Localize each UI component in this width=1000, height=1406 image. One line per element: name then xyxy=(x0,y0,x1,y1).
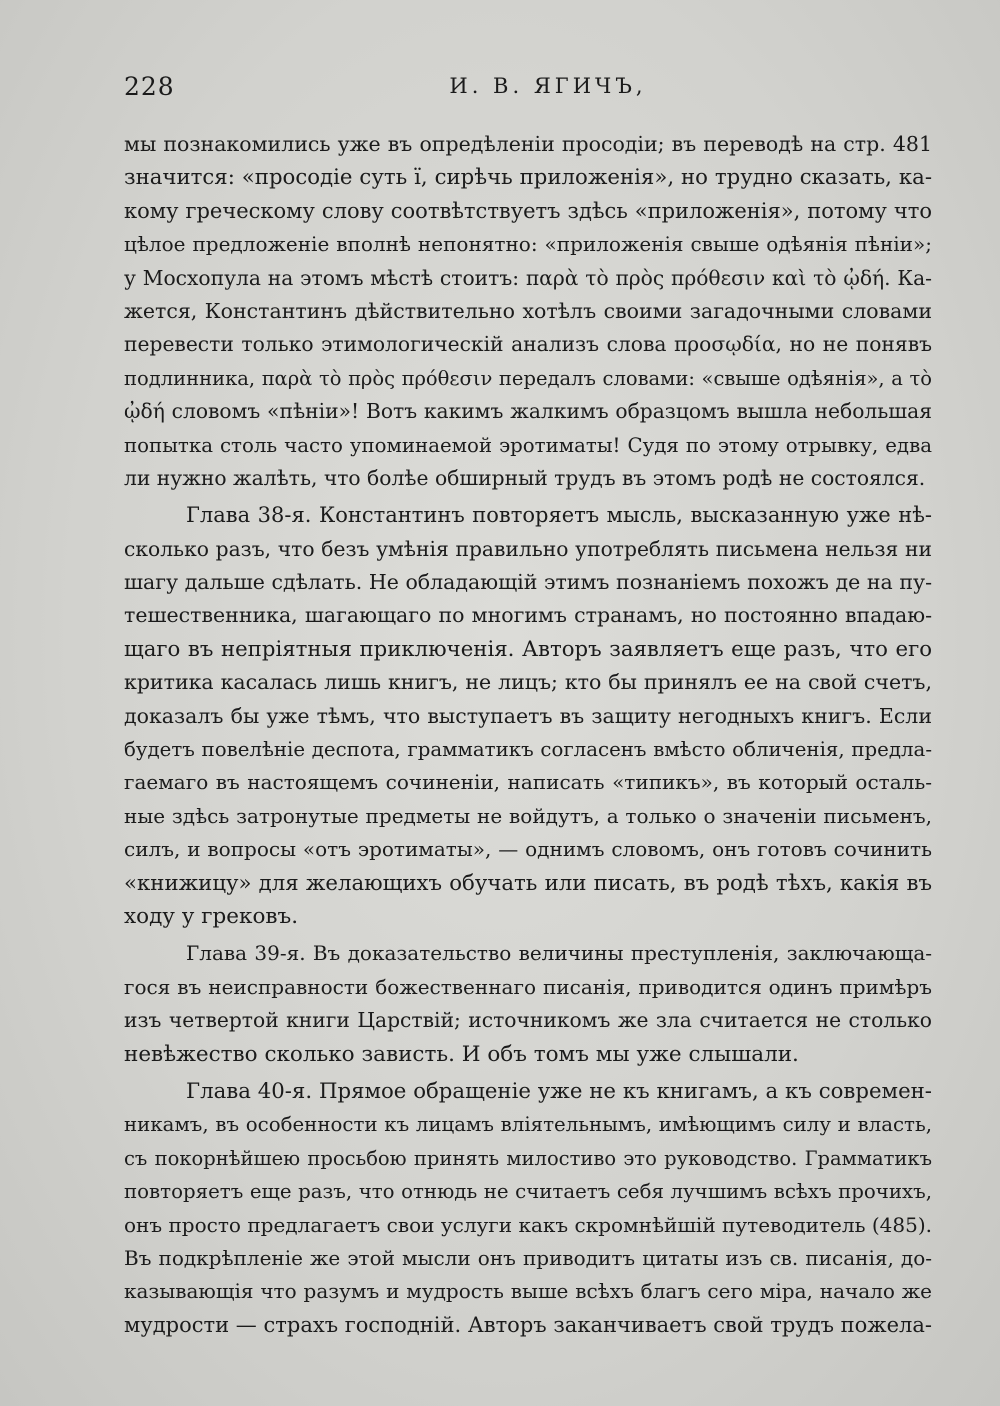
text-line: онъ просто предлагаетъ свои услуги какъ скромнѣйшій путеводитель (485). xyxy=(124,1212,932,1237)
text-line: мудрости — страхъ господній. Авторъ заканчиваетъ свой трудъ пожела- xyxy=(124,1312,932,1337)
text-line: невѣжество сколько зависть. И объ томъ мы уже слышали. xyxy=(124,1041,799,1067)
text-line: сколько разъ, что безъ умѣнія правильно употреблять письмена нельзя ни xyxy=(124,536,932,561)
text-line: тешественника, шагающаго по многимъ странамъ, но постоянно впадаю- xyxy=(124,603,932,628)
body-text xyxy=(124,128,932,1342)
text-line: «книжицу» для желающихъ обучать или писать, въ родѣ тѣхъ, какія въ xyxy=(124,870,932,896)
text-line: значится: «просодіе суть ї, сирѣчь приложенія», но трудно сказать, ка- xyxy=(124,165,932,191)
text-line: ли нужно жалѣть, что болѣе обширный трудъ въ этомъ родѣ не состоялся. xyxy=(124,465,926,490)
paragraph xyxy=(124,128,932,495)
text-line: Глава 39-я. Въ доказательство величины преступленія, заключающа- xyxy=(186,941,932,966)
text-line: Глава 40-я. Прямое обращеніе уже не къ книгамъ, а къ современ- xyxy=(186,1078,932,1104)
text-line: силъ, и вопросы «отъ эротиматы», — однимъ словомъ, онъ готовъ сочинить xyxy=(124,837,932,862)
text-line: Въ подкрѣпленіе же этой мысли онъ приводитъ цитаты изъ св. писанія, до- xyxy=(124,1245,932,1270)
paragraph-chapter-38 xyxy=(124,499,932,933)
text-line: ходу у грековъ. xyxy=(124,903,299,929)
text-line: жется, Константинъ дѣйствительно хотѣлъ своими загадочными словами xyxy=(124,298,932,323)
text-line: мы познакомились уже въ опредѣленіи просодіи; въ переводѣ на стр. 481 xyxy=(124,132,932,156)
paragraph-chapter-40 xyxy=(124,1075,932,1342)
text-line: ᾠδή словомъ «пѣніи»! Вотъ какимъ жалкимъ образцомъ вышла небольшая xyxy=(124,399,932,424)
text-line: у Мосхопула на этомъ мѣстѣ стоитъ: παρὰ τὸ πρὸς πρόθεσιν καὶ τὸ ᾠδή. Ка- xyxy=(124,265,932,290)
text-line: подлинника, παρὰ τὸ πρὸς πρόθεσιν передалъ словами: «свыше одѣянія», а τὸ xyxy=(124,366,932,390)
text-line: ные здѣсь затронутые предметы не войдутъ, а только о значеніи письменъ, xyxy=(124,803,932,828)
text-line: перевести только этимологическій анализъ слова προσῳδία, но не понявъ xyxy=(124,332,932,357)
text-line: шагу дальше сдѣлать. Не обладающій этимъ познаніемъ похожъ де на пу- xyxy=(124,570,932,595)
text-line: щаго въ непріятныя приключенія. Авторъ заявляетъ еще разъ, что его xyxy=(124,636,932,662)
text-line: съ покорнѣйшею просьбою принять милостиво это руководство. Грамматикъ xyxy=(124,1146,932,1170)
text-line: будетъ повелѣніе деспота, грамматикъ согласенъ вмѣсто обличенія, предла- xyxy=(124,738,932,762)
text-line: цѣлое предложеніе вполнѣ непонятно: «приложенія свыше одѣянія пѣніи»; xyxy=(124,232,932,257)
text-line: критика касалась лишь книгъ, не лицъ; кто бы принялъ ее на свой счетъ, xyxy=(124,670,932,695)
paragraph-chapter-39 xyxy=(124,937,932,1071)
page-number: 228 xyxy=(124,72,175,101)
text-line: гося въ неисправности божественнаго писанія, приводится одинъ примѣръ xyxy=(124,974,932,999)
text-line: Глава 38-я. Константинъ повторяетъ мысль, высказанную уже нѣ- xyxy=(186,503,932,528)
text-line: повторяетъ еще разъ, что отнюдь не считаетъ себя лучшимъ всѣхъ прочихъ, xyxy=(124,1180,932,1204)
text-line: гаемаго въ настоящемъ сочиненіи, написать «типикъ», въ который осталь- xyxy=(124,770,932,795)
text-line: попытка столь часто упоминаемой эротиматы! Судя по этому отрывку, едва xyxy=(124,433,932,457)
text-line: никамъ, въ особенности къ лицамъ вліятельнымъ, имѣющимъ силу и власть, xyxy=(124,1113,932,1137)
text-line: доказалъ бы уже тѣмъ, что выступаетъ въ защиту негодныхъ книгъ. Если xyxy=(124,703,932,728)
text-line: кому греческому слову соотвѣтствуетъ здѣсь «приложенія», потому что xyxy=(124,198,932,223)
text-line: изъ четвертой книги Царствій; источникомъ же зла считается не столько xyxy=(124,1008,932,1033)
running-head xyxy=(124,72,932,112)
text-line: казывающія что разумъ и мудрость выше всѣхъ благъ сего міра, начало же xyxy=(124,1279,932,1304)
running-title: И. В. ЯГИЧЪ, xyxy=(449,74,647,98)
